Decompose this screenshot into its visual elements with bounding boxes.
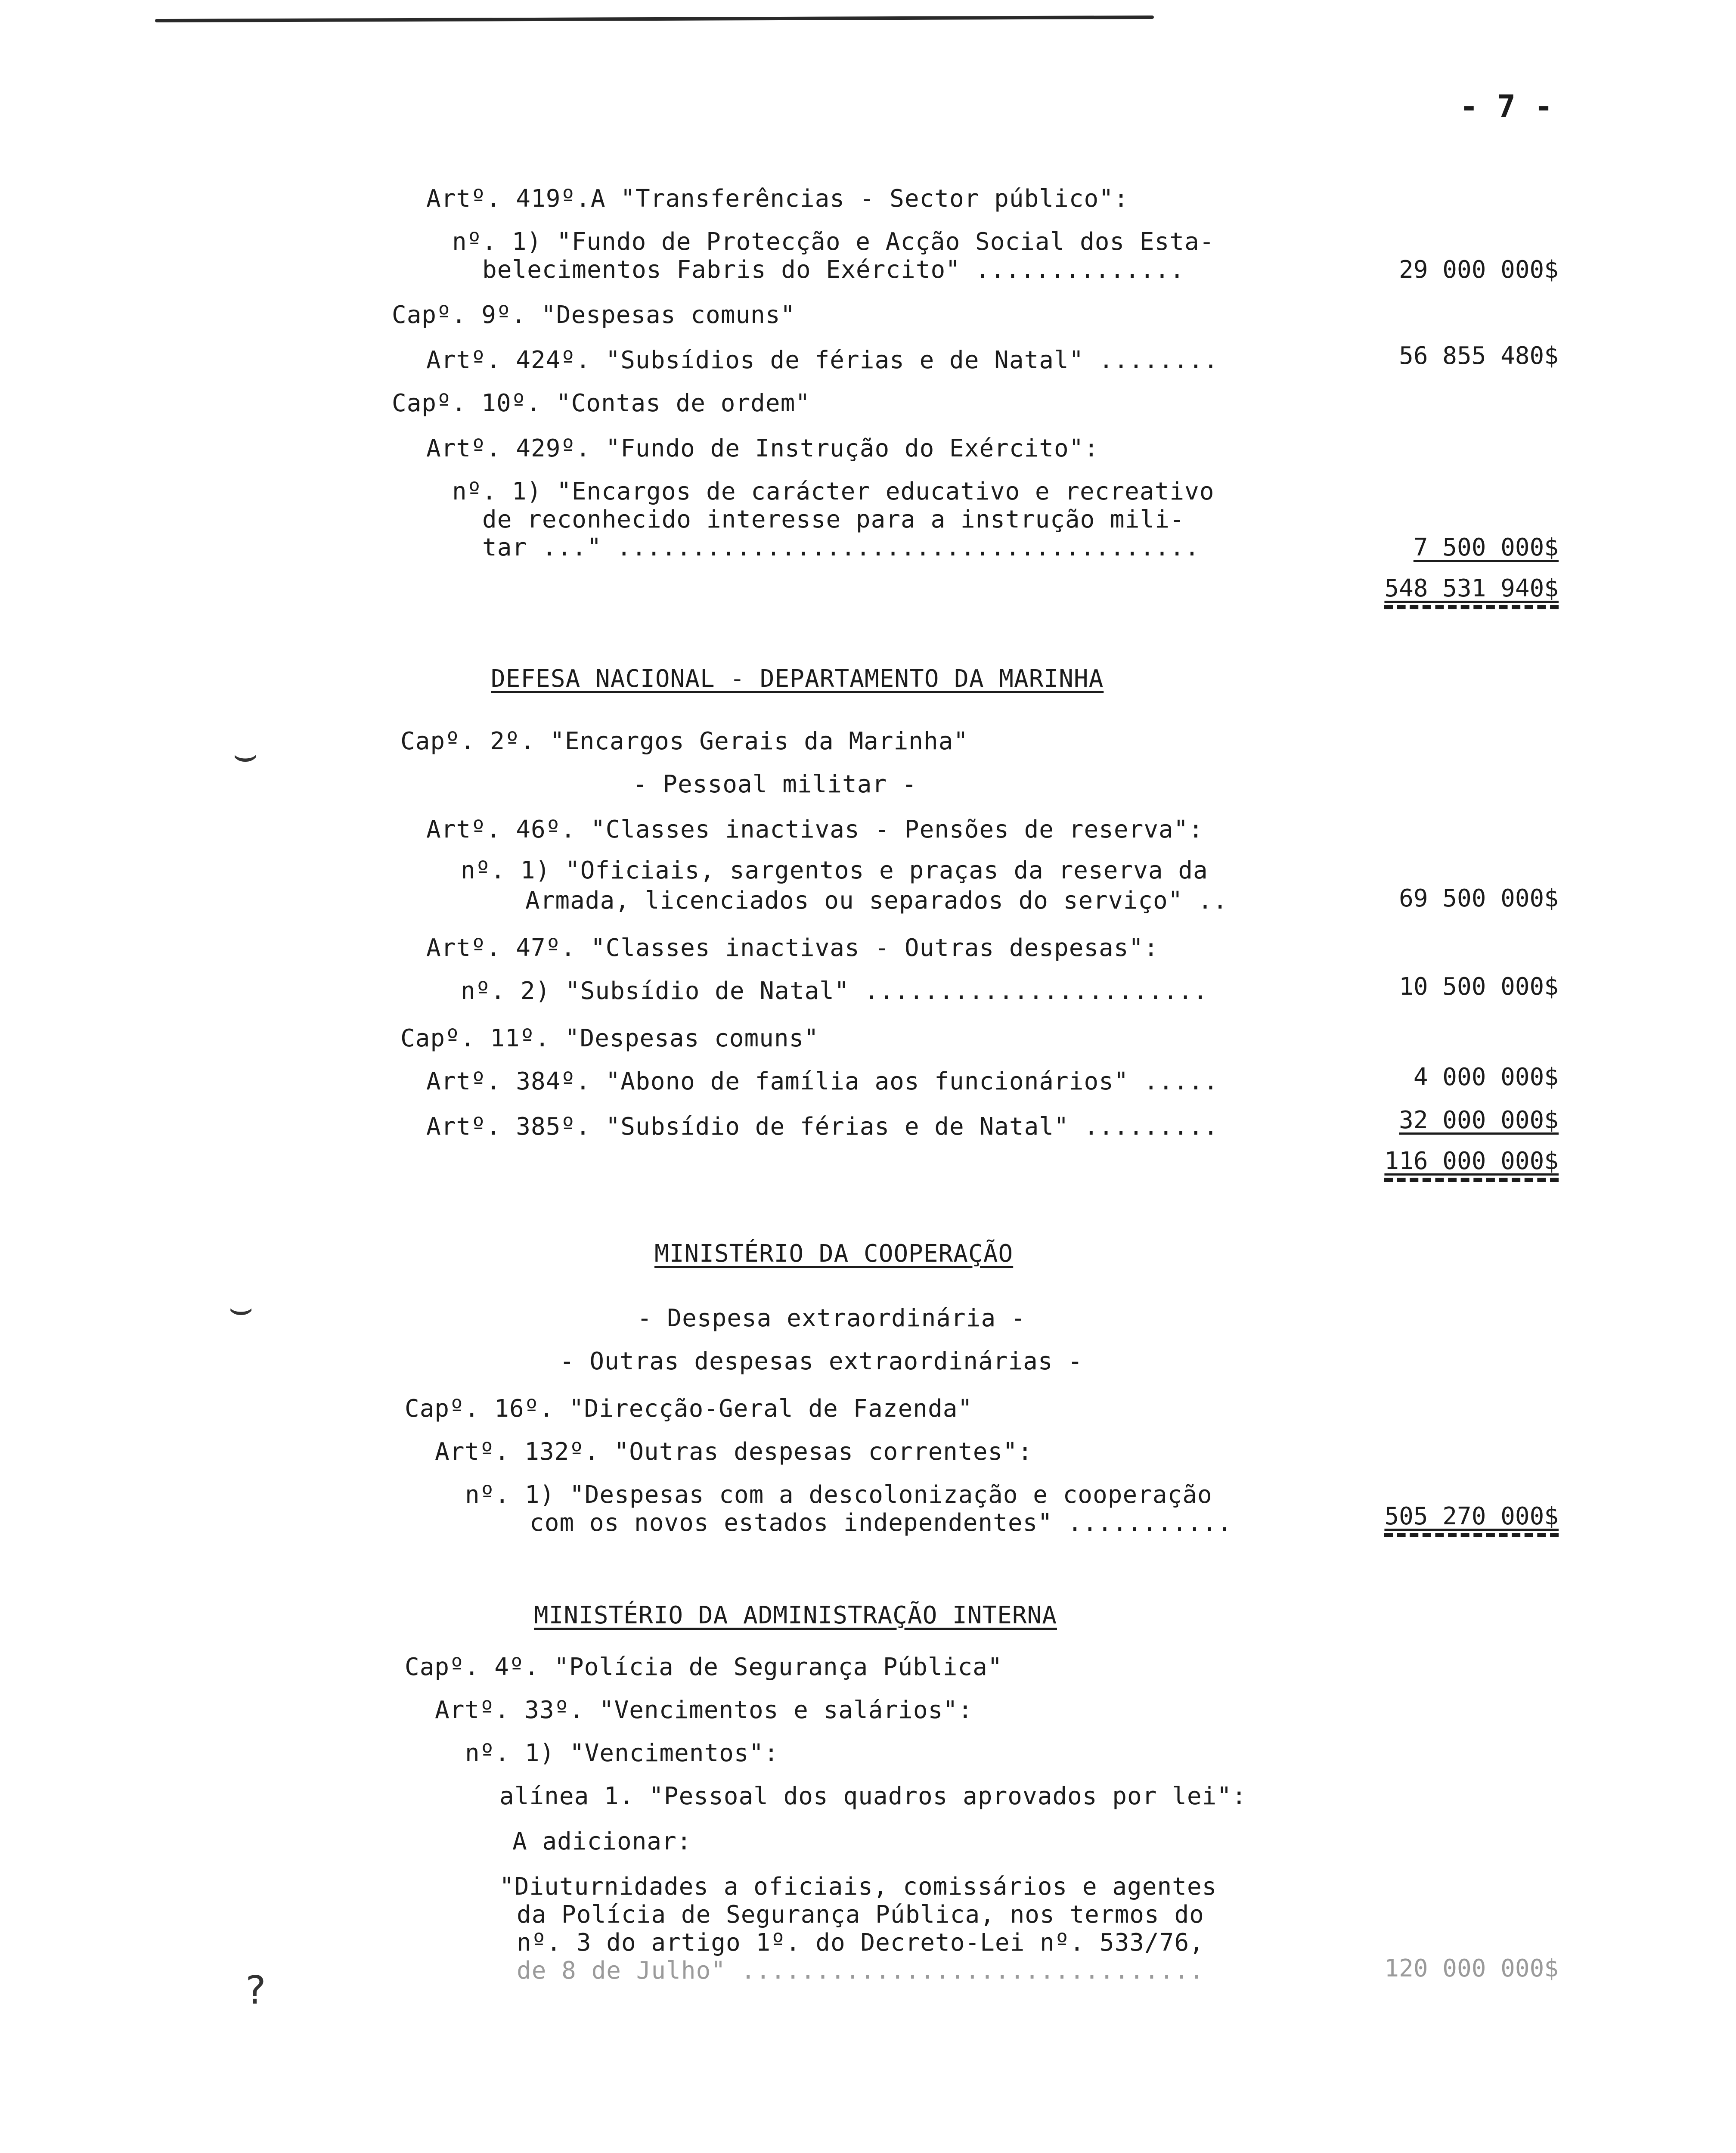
article-385: Artº. 385º. "Subsídio de férias e de Natal" ......... xyxy=(426,1113,1218,1141)
subtotal xyxy=(1292,1503,1559,1530)
item-line: tar ..." ....................................... xyxy=(482,534,1200,562)
chapter-4: Capº. 4º. "Polícia de Segurança Pública" xyxy=(405,1653,1003,1681)
section-heading: DEFESA NACIONAL - DEPARTAMENTO DA MARINHA xyxy=(491,665,1104,693)
margin-checkmark: ⌣ xyxy=(228,1285,254,1331)
amount: 56 855 480$ xyxy=(1399,342,1559,370)
chapter-10: Capº. 10º. "Contas de ordem" xyxy=(392,389,811,417)
article-33: Artº. 33º. "Vencimentos e salários": xyxy=(435,1696,973,1724)
amount: 29 000 000$ xyxy=(1399,256,1559,284)
item-line: nº. 3 do artigo 1º. do Decreto-Lei nº. 533/76, xyxy=(517,1929,1204,1957)
margin-handwritten-mark: ? xyxy=(245,1968,266,2013)
amount: 7 500 000$ xyxy=(1413,534,1559,562)
item-line: nº. 1) "Encargos de carácter educativo e recreativo xyxy=(452,478,1215,506)
subheading: - Outras despesas extraordinárias - xyxy=(560,1347,1083,1375)
section-heading: MINISTÉRIO DA COOPERAÇÃO xyxy=(654,1240,1014,1268)
amount: 4 000 000$ xyxy=(1413,1063,1559,1091)
subheading: - Pessoal militar - xyxy=(633,770,917,798)
article-46: Artº. 46º. "Classes inactivas - Pensões de reserva": xyxy=(426,816,1204,844)
item-line: da Polícia de Segurança Pública, nos termos do xyxy=(517,1901,1204,1929)
section-heading: MINISTÉRIO DA ADMINISTRAÇÃO INTERNA xyxy=(534,1601,1057,1629)
item-line: nº. 1) "Fundo de Protecção e Acção Social dos Esta- xyxy=(452,228,1215,256)
subtotal-value: 505 270 000$ xyxy=(1384,1502,1559,1537)
item-line: nº. 1) "Despesas com a descolonização e cooperação xyxy=(465,1481,1212,1509)
chapter-2: Capº. 2º. "Encargos Gerais da Marinha" xyxy=(400,727,969,755)
header-rule xyxy=(155,16,1154,22)
subtotal xyxy=(1292,575,1559,602)
item-line: alínea 1. "Pessoal dos quadros aprovados por lei": xyxy=(499,1782,1247,1810)
subtotal-value: 116 000 000$ xyxy=(1384,1147,1559,1182)
article-384: Artº. 384º. "Abono de família aos funcionários" ..... xyxy=(426,1067,1218,1095)
article-419a: Artº. 419º.A "Transferências - Sector público": xyxy=(426,185,1129,213)
amount: 32 000 000$ xyxy=(1399,1106,1559,1134)
item-line: nº. 2) "Subsídio de Natal" ....................... xyxy=(461,977,1208,1005)
margin-checkmark: ⌣ xyxy=(232,732,258,777)
item-line: belecimentos Fabris do Exército" .............. xyxy=(482,256,1185,284)
item-line: com os novos estados independentes" ........... xyxy=(530,1509,1232,1537)
item-line: "Diuturnidades a oficiais, comissários e agentes xyxy=(499,1873,1217,1901)
page-number: - 7 - xyxy=(1460,88,1553,124)
article-132: Artº. 132º. "Outras despesas correntes": xyxy=(435,1438,1033,1466)
article-424: Artº. 424º. "Subsídios de férias e de Natal" ........ xyxy=(426,346,1218,374)
amount: 120 000 000$ xyxy=(1384,1954,1559,1982)
item-line: Armada, licenciados ou separados do serviço" .. xyxy=(525,887,1228,915)
article-429: Artº. 429º. "Fundo de Instrução do Exército": xyxy=(426,434,1099,462)
chapter-16: Capº. 16º. "Direcção-Geral de Fazenda" xyxy=(405,1395,973,1423)
item-line: nº. 1) "Vencimentos": xyxy=(465,1739,779,1767)
item-line: nº. 1) "Oficiais, sargentos e praças da reserva da xyxy=(461,856,1208,884)
chapter-9: Capº. 9º. "Despesas comuns" xyxy=(392,301,796,329)
item-line: A adicionar: xyxy=(512,1827,692,1855)
subheading: - Despesa extraordinária - xyxy=(637,1304,1026,1332)
amount: 10 500 000$ xyxy=(1399,973,1559,1001)
item-line: de reconhecido interesse para a instrução mili- xyxy=(482,506,1185,534)
subtotal xyxy=(1292,1148,1559,1175)
chapter-11: Capº. 11º. "Despesas comuns" xyxy=(400,1024,819,1052)
article-47: Artº. 47º. "Classes inactivas - Outras despesas": xyxy=(426,934,1159,962)
item-line: de 8 de Julho" ............................... xyxy=(517,1957,1204,1985)
amount: 69 500 000$ xyxy=(1399,884,1559,912)
subtotal-value: 548 531 940$ xyxy=(1384,574,1559,609)
